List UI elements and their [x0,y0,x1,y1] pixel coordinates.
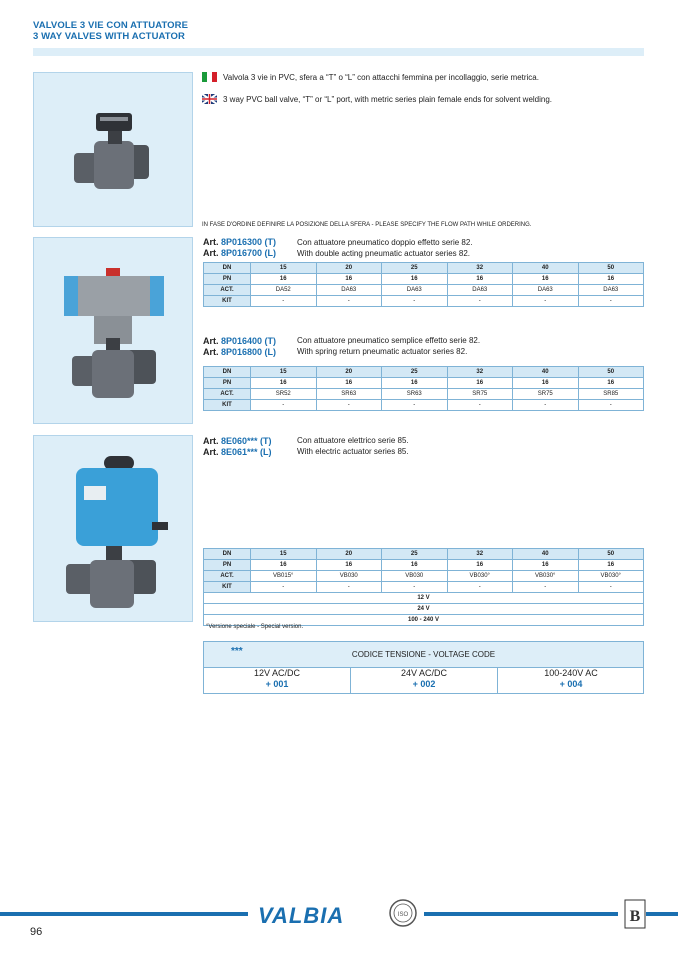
table-cell: 16 [513,274,579,285]
table-row-kit [204,400,644,411]
italy-flag-icon [202,72,217,82]
description-it: Con attuatore pneumatico semplice effetto serie 82. [297,336,481,345]
voltage-label: 12V AC/DC [253,668,301,678]
table-cell: SR63 [382,389,448,400]
voltage-option [204,668,350,693]
voltage-label: 24V AC/DC [400,668,448,678]
table-cell: DA63 [578,285,644,296]
table-cell: DA63 [447,285,513,296]
table-row-pn [204,560,644,571]
table-cell: KIT [204,400,251,411]
table-cell: - [578,400,644,411]
table-cell: 16 [316,560,382,571]
product-3-spec-table [203,548,644,626]
table-cell: - [513,296,579,307]
product-2-description [297,335,480,357]
table-cell: SR75 [513,389,579,400]
table-row-act [204,571,644,582]
bonomi-group-logo-icon [624,899,646,929]
product-1-article [203,237,276,259]
table-cell: 16 [251,274,317,285]
product-3-article [203,436,272,458]
table-cell: VB030 [382,571,448,582]
table-cell: 16 [251,560,317,571]
table-cell: - [447,400,513,411]
table-cell: DN [204,263,251,274]
table-cell: ACT. [204,285,251,296]
table-cell: - [316,400,382,411]
svg-text:B: B [629,908,641,925]
table-cell: 16 [578,560,644,571]
table-cell: DA63 [316,285,382,296]
table-row-pn [204,274,644,285]
description-en: With double acting pneumatic actuator series 82. [297,249,470,258]
article-code-l: 8P016700 (L) [221,248,277,258]
pneumatic-valve-photo [33,237,193,424]
table-cell: 50 [578,263,644,274]
table-cell: - [251,400,317,411]
table-row-dn [204,263,644,274]
table-cell: 15 [251,263,317,274]
table-cell: KIT [204,296,251,307]
table-cell: - [578,582,644,593]
order-notice: IN FASE D'ORDINE DEFINIRE LA POSIZIONE DELLA SFERA - PLEASE SPECIFY THE FLOW PATH WHILE ORDERING. [202,222,532,228]
table-cell: 16 [382,274,448,285]
article-code-t: 8P016300 (T) [221,237,277,247]
table-cell: - [382,400,448,411]
article-code-l: 8P016800 (L) [221,347,277,357]
table-cell: 32 [447,367,513,378]
table-cell: 20 [316,263,382,274]
table-cell: ACT. [204,389,251,400]
voltage-code-title: CODICE TENSIONE - VOLTAGE CODE [351,650,496,659]
table-cell: VB030° [513,571,579,582]
art-label: Art. [203,347,219,357]
table-cell: 100 - 240 V [204,615,644,626]
table-row-act [204,389,644,400]
table-cell: DN [204,549,251,560]
table-cell: - [316,296,382,307]
table-cell: - [382,582,448,593]
table-cell: 16 [316,274,382,285]
table-cell: VB015° [251,571,317,582]
article-code-l: 8E061*** (L) [221,447,272,457]
intro-en-text: 3 way PVC ball valve, “T” or “L” port, with metric series plain female ends for solvent welding. [223,95,553,105]
voltage-code: + 001 [265,679,289,689]
description-it: Con attuatore pneumatico doppio effetto serie 82. [297,238,473,247]
table-cell: 15 [251,367,317,378]
description-en: With spring return pneumatic actuator series 82. [297,347,468,356]
table-cell: - [382,296,448,307]
table-cell: 20 [316,367,382,378]
intro-it-text: Valvola 3 vie in PVC, sfera a “T” o “L” con attacchi femmina per incollaggio, serie metrica. [223,73,539,83]
table-cell: - [447,582,513,593]
table-cell: 25 [382,263,448,274]
table-cell: 20 [316,549,382,560]
table-row-pn [204,378,644,389]
table-cell: DA52 [251,285,317,296]
table-cell: PN [204,274,251,285]
table-cell: PN [204,378,251,389]
table-cell: - [513,400,579,411]
art-label: Art. [203,447,219,457]
page-title-en: 3 WAY VALVES WITH ACTUATOR [33,31,185,42]
certification-seal-icon [388,898,418,928]
product-2-article [203,336,276,358]
table-cell: 16 [251,378,317,389]
table-cell: 16 [578,378,644,389]
table-cell: SR52 [251,389,317,400]
page-number: 96 [30,926,43,938]
table-cell: 16 [382,560,448,571]
table-cell: 16 [447,560,513,571]
table-row-dn [204,549,644,560]
table-cell: 24 V [204,604,644,615]
table-cell: SR63 [316,389,382,400]
footer-line-end [646,912,678,916]
table-cell: 40 [513,549,579,560]
voltage-code-box [203,641,644,694]
table-cell: VB030° [578,571,644,582]
table-row-kit [204,296,644,307]
page-title-it: VALVOLE 3 VIE CON ATTUATORE [33,20,189,31]
table-cell: 40 [513,263,579,274]
voltage-stars: *** [231,646,243,657]
voltage-code: + 002 [412,679,436,689]
table-cell: 40 [513,367,579,378]
table-cell: 16 [578,274,644,285]
table-cell: 32 [447,263,513,274]
table-cell: SR75 [447,389,513,400]
table-cell: PN [204,560,251,571]
table-cell: 16 [316,378,382,389]
table-cell: 25 [382,549,448,560]
art-label: Art. [203,436,219,446]
table-cell: 15 [251,549,317,560]
voltage-option [351,668,497,693]
table-cell: 16 [513,560,579,571]
svg-text:ISO: ISO [397,912,409,918]
voltage-label: 100-240V AC [544,668,598,678]
voltage-code: + 004 [559,679,583,689]
table-cell: - [316,582,382,593]
table-row-voltage [204,604,644,615]
voltage-code-header [204,642,643,668]
table-cell: DA63 [382,285,448,296]
table-cell: 50 [578,549,644,560]
intro-it [202,73,539,83]
header-bar [33,48,644,56]
art-label: Art. [203,237,219,247]
footnote: °Versione speciale - Special version. [206,624,304,630]
table-cell: 50 [578,367,644,378]
table-cell: 25 [382,367,448,378]
table-cell: DN [204,367,251,378]
table-cell: SR85 [578,389,644,400]
table-cell: 16 [513,378,579,389]
table-cell: 32 [447,549,513,560]
table-cell: - [447,296,513,307]
article-code-t: 8P016400 (T) [221,336,277,346]
footer-line-left [0,912,248,916]
table-cell: - [251,296,317,307]
table-row-dn [204,367,644,378]
uk-flag-icon [202,94,217,104]
table-cell: - [251,582,317,593]
table-cell: KIT [204,582,251,593]
table-cell: VB030 [316,571,382,582]
electric-valve-photo [33,435,193,622]
art-label: Art. [203,248,219,258]
table-row-kit [204,582,644,593]
art-label: Art. [203,336,219,346]
table-cell: DA63 [513,285,579,296]
table-row-act [204,285,644,296]
description-it: Con attuatore elettrico serie 85. [297,436,409,445]
valve-photo [33,72,193,227]
table-cell: VB030° [447,571,513,582]
product-1-description [297,237,473,259]
table-cell: - [513,582,579,593]
article-code-t: 8E060*** (T) [221,436,272,446]
table-cell: 16 [382,378,448,389]
brand-logo: VALBIA [258,903,345,928]
product-3-description [297,435,409,457]
table-cell: 16 [447,274,513,285]
voltage-option [498,668,644,693]
table-cell: ACT. [204,571,251,582]
table-cell: 16 [447,378,513,389]
description-en: With electric actuator series 85. [297,447,409,456]
footer-line-right [424,912,618,916]
table-cell: 12 V [204,593,644,604]
table-row-voltage [204,593,644,604]
table-cell: - [578,296,644,307]
intro-en [202,95,552,105]
product-2-spec-table [203,366,644,411]
product-1-spec-table [203,262,644,307]
